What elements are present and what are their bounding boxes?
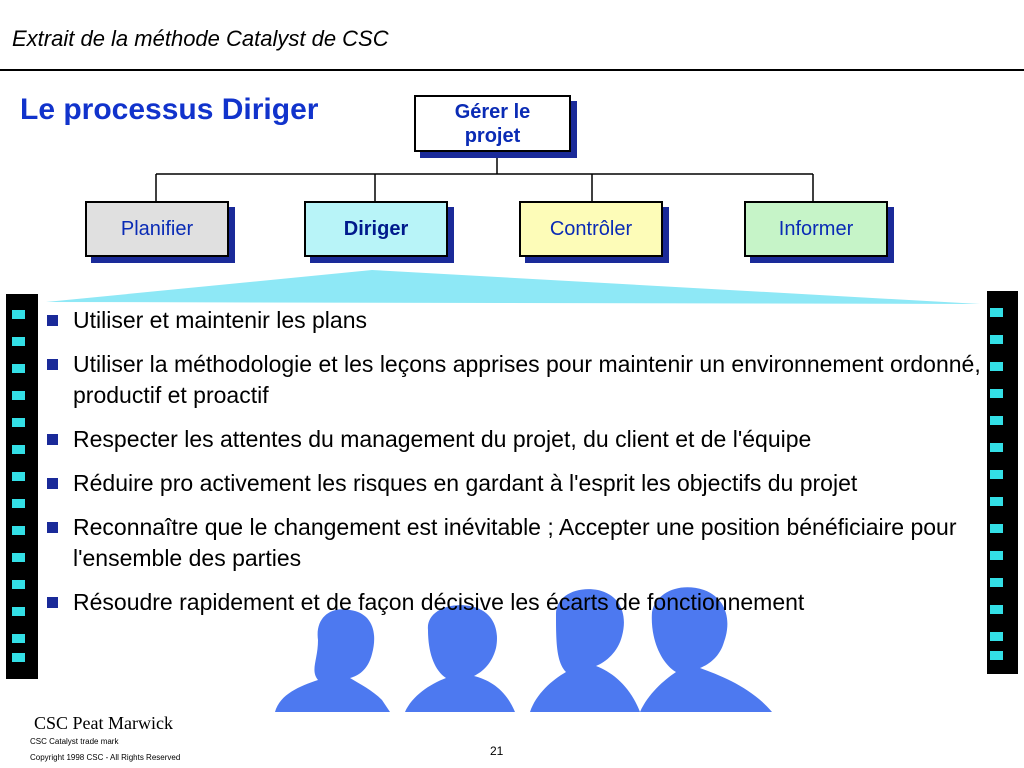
bullet-text: Reconnaître que le changement est inévitable ; Accepter une position bénéficiaire pour l'ensemble des parties bbox=[73, 514, 957, 571]
bullet-text: Réduire pro activement les risques en gardant à l'esprit les objectifs du projet bbox=[73, 470, 858, 496]
box-controler: Contrôler bbox=[519, 201, 663, 257]
footer-brand: CSC Peat Marwick bbox=[34, 713, 173, 733]
highlight-wedge bbox=[46, 270, 980, 304]
bullet-item bbox=[45, 587, 990, 618]
page-number: 21 bbox=[490, 744, 504, 758]
bullet-item bbox=[45, 424, 990, 455]
footer-trademark: CSC Catalyst trade mark bbox=[30, 737, 119, 746]
header-title: Extrait de la méthode Catalyst de CSC bbox=[12, 26, 389, 51]
box-informer: Informer bbox=[744, 201, 888, 257]
bullet-text: Utiliser et maintenir les plans bbox=[73, 307, 368, 333]
bullet-square-icon bbox=[47, 522, 58, 533]
bullet-list bbox=[45, 305, 990, 631]
bullet-text: Respecter les attentes du management du projet, du client et de l'équipe bbox=[73, 426, 812, 452]
bullet-text: Résoudre rapidement et de façon décisive les écarts de fonctionnement bbox=[73, 589, 805, 615]
root-box-gerer-le-projet bbox=[414, 95, 571, 152]
bullet-square-icon bbox=[47, 478, 58, 489]
bullet-square-icon bbox=[47, 359, 58, 370]
footer-copyright: Copyright 1998 CSC - All Rights Reserved bbox=[30, 753, 181, 762]
filmstrip-left-icon bbox=[6, 294, 38, 679]
page-title: Le processus Diriger bbox=[20, 93, 319, 126]
bullet-square-icon bbox=[47, 315, 58, 326]
bullet-square-icon bbox=[47, 597, 58, 608]
bullet-square-icon bbox=[47, 434, 58, 445]
bullet-text: Utiliser la méthodologie et les leçons apprises pour maintenir un environnement ordonné, productif et proactif bbox=[73, 351, 981, 408]
root-label-line1: Gérer le bbox=[454, 100, 531, 123]
bullet-item bbox=[45, 512, 990, 574]
box-planifier: Planifier bbox=[85, 201, 229, 257]
box-diriger: Diriger bbox=[304, 201, 448, 257]
bullet-item bbox=[45, 468, 990, 499]
bullet-item bbox=[45, 349, 990, 411]
filmstrip-right-icon bbox=[987, 291, 1018, 674]
bullet-item bbox=[45, 305, 990, 336]
root-label-line2: projet bbox=[464, 124, 521, 147]
